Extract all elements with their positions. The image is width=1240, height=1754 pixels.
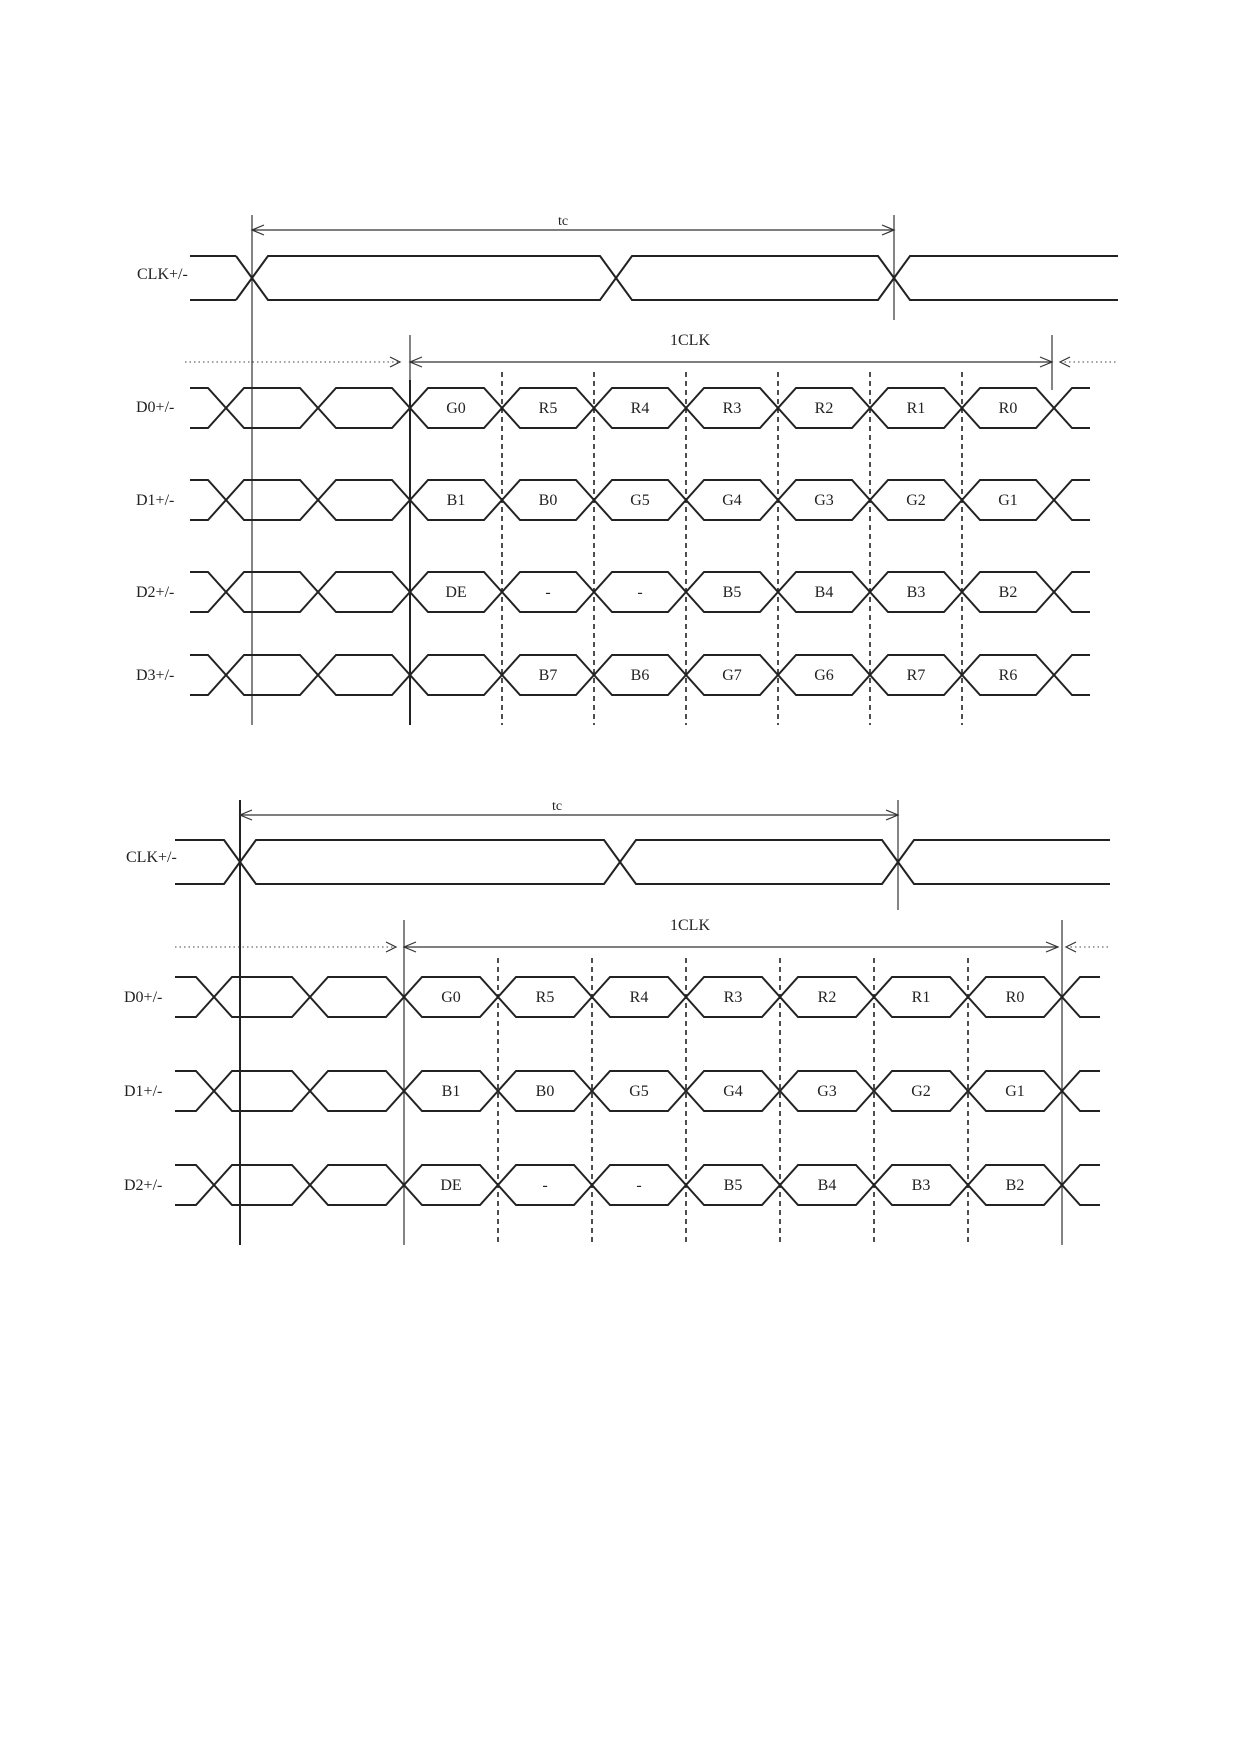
d3-bit-4: G7	[722, 667, 742, 684]
d2-bit-3: -	[637, 584, 643, 601]
d0-bit-6-2: R1	[911, 989, 931, 1006]
d2-bit-7: B2	[998, 584, 1018, 601]
d1-bit-3-2: G5	[629, 1083, 649, 1100]
d1-bit-7-2: G1	[1005, 1083, 1025, 1100]
clk-waveform	[190, 256, 1118, 300]
d0-bit-2-2: R5	[535, 989, 555, 1006]
d2-bit-6: B3	[906, 584, 926, 601]
d2-bit-4: B5	[722, 584, 742, 601]
d2-bit-5: B4	[814, 584, 834, 601]
d1-bit-1: B1	[446, 492, 466, 509]
d0-bit-5-2: R2	[817, 989, 837, 1006]
d2-bit-2: -	[545, 584, 551, 601]
d3-bit-6: R7	[906, 667, 926, 684]
d1-bit-7: G1	[998, 492, 1018, 509]
window-label-2: 1CLK	[670, 917, 710, 934]
clk-label-2: CLK+/-	[126, 849, 177, 866]
d2-bit-1: DE	[445, 584, 467, 601]
d3-bit-2: B7	[538, 667, 558, 684]
d2-bit-3-2: -	[636, 1177, 642, 1194]
lane-d2-label: D2+/-	[136, 584, 175, 601]
d0-bit-5: R2	[814, 400, 834, 417]
d2-bit-1-2: DE	[440, 1177, 462, 1194]
lane-d0-label: D0+/-	[136, 399, 175, 416]
d2-bit-6-2: B3	[911, 1177, 931, 1194]
d0-bit-3-2: R4	[629, 989, 649, 1006]
lane-d0-label-2: D0+/-	[124, 989, 163, 1006]
d2-bit-4-2: B5	[723, 1177, 743, 1194]
window-label: 1CLK	[670, 332, 710, 349]
d1-bit-5-2: G3	[817, 1083, 837, 1100]
d0-bit-4-2: R3	[723, 989, 743, 1006]
clk-waveform-2	[175, 840, 1110, 884]
d2-bit-2-2: -	[542, 1177, 548, 1194]
tc-label: tc	[557, 214, 569, 229]
d1-bit-5: G3	[814, 492, 834, 509]
d0-bit-1-2: G0	[441, 989, 461, 1006]
d1-bit-1-2: B1	[441, 1083, 461, 1100]
lane-d3-label: D3+/-	[136, 667, 175, 684]
window-marker-left	[390, 357, 400, 367]
d3-bit-5: G6	[814, 667, 834, 684]
timing-diagram-1	[0, 0, 1240, 760]
d0-bit-2: R5	[538, 400, 558, 417]
d0-bit-7-2: R0	[1005, 989, 1025, 1006]
d1-bit-4: G4	[722, 492, 742, 509]
d2-bit-7-2: B2	[1005, 1177, 1025, 1194]
d1-bit-4-2: G4	[723, 1083, 743, 1100]
d0-bit-4: R3	[722, 400, 742, 417]
d1-bit-6: G2	[906, 492, 926, 509]
d0-bit-1: G0	[446, 400, 466, 417]
clk-label: CLK+/-	[137, 266, 188, 283]
tc-label-2: tc	[551, 799, 563, 814]
lane-d2-label-2: D2+/-	[124, 1177, 163, 1194]
lane-d1-label: D1+/-	[136, 492, 175, 509]
d1-bit-2-2: B0	[535, 1083, 555, 1100]
d3-bit-3: B6	[630, 667, 650, 684]
d1-bit-3: G5	[630, 492, 650, 509]
d1-bit-2: B0	[538, 492, 558, 509]
d0-bit-7: R0	[998, 400, 1018, 417]
d0-bit-3: R4	[630, 400, 650, 417]
lane-d1-label-2: D1+/-	[124, 1083, 163, 1100]
d1-bit-6-2: G2	[911, 1083, 931, 1100]
timing-diagram-2	[0, 780, 1240, 1260]
d2-bit-5-2: B4	[817, 1177, 837, 1194]
d0-bit-6: R1	[906, 400, 926, 417]
d3-bit-7: R6	[998, 667, 1018, 684]
